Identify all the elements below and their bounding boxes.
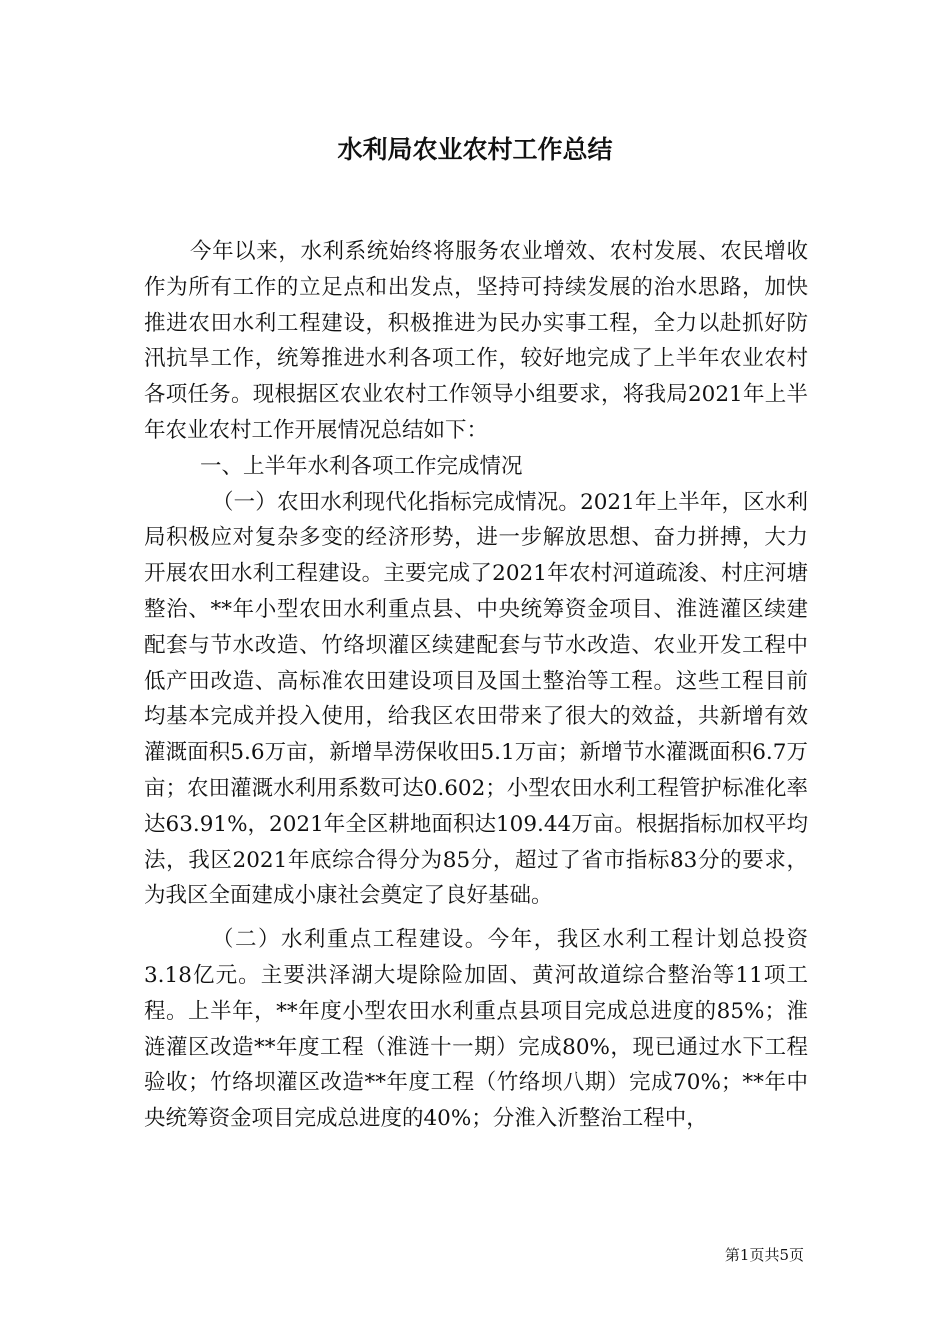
page-number: 第1页共5页: [724, 1246, 804, 1264]
document-body: [144, 234, 808, 1137]
document-title: 水利局农业农村工作总结: [337, 135, 613, 164]
subsection-paragraph-1: （一）农田水利现代化指标完成情况。2021年上半年，区水利局积极应对复杂多变的经济形势，进一步解放思想、奋力拼搏，大力开展农田水利工程建设。主要完成了2021年农村河道疏浚、村庄河塘整治、**年小型农田水利重点县、中央统筹资金项目、淮涟灌区续建配套与节水改造、竹络坝灌区续建配套与节水改造、农业开发工程中低产田改造、高标准农田建设项目及国土整治等工程。这些工程目前均基本完成并投入使用，给我区农田带来了很大的效益，共新增有效灌溉面积5.6万亩，新增旱涝保收田5.1万亩；新增节水灌溉面积6.7万亩；农田灌溉水利用系数可达0.602；小型农田水利工程管护标准化率达63.91%，2021年全区耕地面积达109.44万亩。根据指标加权平均法，我区2021年底综合得分为85分，超过了省市指标83分的要求，为我区全面建成小康社会奠定了良好基础。: [144, 489, 808, 909]
section-heading: 一、上半年水利各项工作完成情况: [200, 453, 523, 479]
intro-paragraph: 今年以来，水利系统始终将服务农业增效、农村发展、农民增收作为所有工作的立足点和出发点，坚持可持续发展的治水思路，加快推进农田水利工程建设，积极推进为民办实事工程，全力以赴抓好防汛抗旱工作，统筹推进水利各项工作，较好地完成了上半年农业农村各项任务。现根据区农业农村工作领导小组要求，将我局2021年上半年农业农村工作开展情况总结如下：: [144, 239, 808, 443]
subsection-paragraph-2: （二）水利重点工程建设。今年，我区水利工程计划总投资3.18亿元。主要洪泽湖大堤除险加固、黄河故道综合整治等11项工程。上半年，**年度小型农田水利重点县项目完成总进度的85%；淮涟灌区改造**年度工程（淮涟十一期）完成80%，现已通过水下工程验收；竹络坝灌区改造**年度工程（竹络坝八期）完成70%；**年中央统筹资金项目完成总进度的40%；分淮入沂整治工程中，: [144, 927, 808, 1132]
